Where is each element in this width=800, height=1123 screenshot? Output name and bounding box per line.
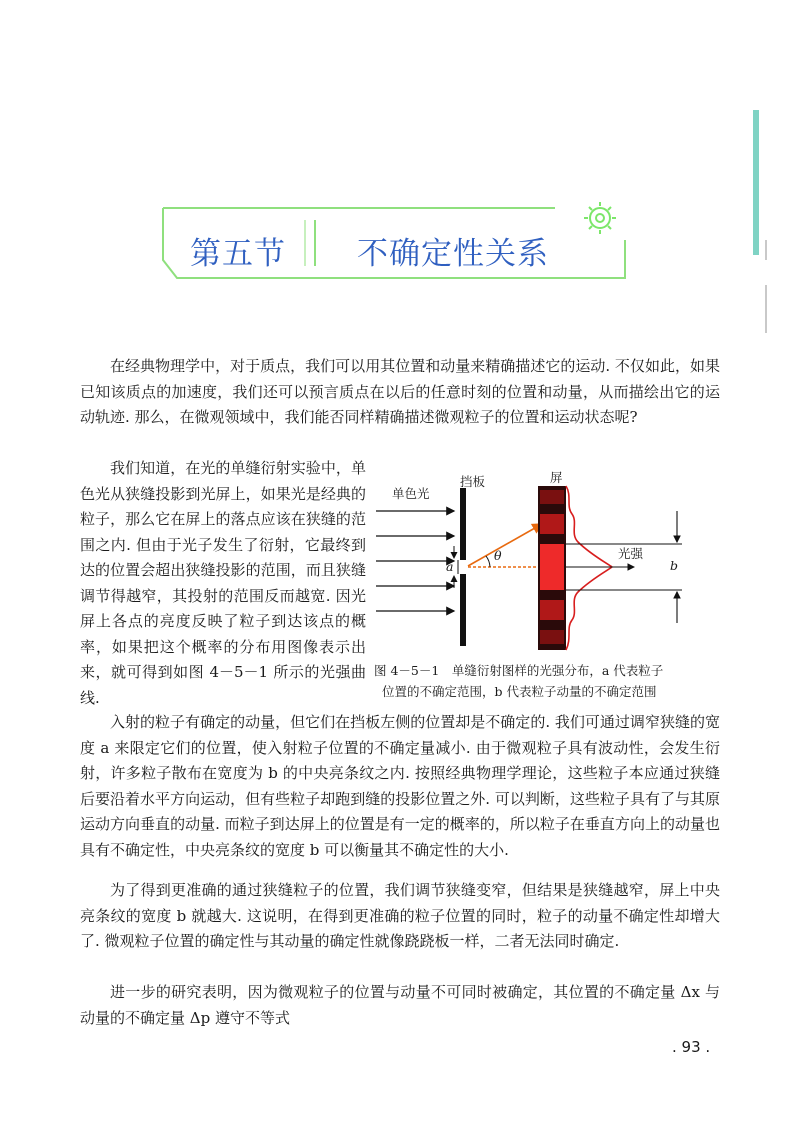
diffraction-figure — [372, 466, 710, 656]
page-number: . 93 . — [672, 1038, 711, 1056]
side-color-bar — [753, 110, 759, 255]
label-barrier: 挡板 — [460, 474, 486, 489]
section-number: 第五节 — [190, 236, 286, 272]
caption-line-1: 图 4－5－1 单缝衍射图样的光强分布，a 代表粒子 — [374, 663, 664, 678]
label-theta: θ — [494, 548, 502, 563]
section-title: 不确定性关系 — [357, 236, 549, 272]
paragraph-3: 入射的粒子有确定的动量，但它们在挡板左侧的位置却是不确定的. 我们可通过调窄狭缝的宽度 a 来限定它们的位置，使入射粒子位置的不确定量减小. 由于微观粒子具有波动性，会发生衍射，许多粒子散布在宽度为 b 的中央亮条纹之内. 按照经典物理学理论，这些粒子本应通过狭缝后要沿着水平方向运动，但有些粒子却跑到缝的投影位置之外. 可以判断，这些粒子具有了与其原运动方向垂直的动量. 而粒子到达屏上的位置是有一定的概率的，所以粒子在垂直方向上的动量也具有不确定性，中央亮条纹的宽度 b 可以衡量其不确定性的大小. — [80, 713, 720, 859]
side-mark — [765, 285, 767, 333]
paragraph-4: 为了得到更准确的通过狭缝粒子的位置，我们调节狭缝变窄，但结果是狭缝越窄，屏上中央亮条纹的宽度 b 就越大. 这说明，在得到更准确的粒子位置的同时，粒子的动量不确定性却增大了. 微观粒子位置的确定性与其动量的确定性就像跷跷板一样，二者无法同时确定. — [80, 881, 720, 950]
intensity-curve — [566, 486, 612, 650]
paragraph-2: 我们知道，在光的单缝衍射实验中，单色光从狭缝投影到光屏上，如果光是经典的粒子，那么它在屏上的落点应该在狭缝的范围之内. 但由于光子发生了衍射，它最终到达的位置会超出狭缝投影的范围，而且狭缝调节得越窄，其投射的范围反而越宽. 因光屏上各点的亮度反映了粒子到达该点的概率，如果把这个概率的分布用图像表示出来，就可得到如图 4－5－1 所示的光强曲线. — [80, 459, 366, 707]
paragraph-1: 在经典物理学中，对于质点，我们可以用其位置和动量来精确描述它的运动. 不仅如此，如果已知该质点的加速度，我们还可以预言质点在以后的任意时刻的位置和动量，从而描绘出它的运动轨迹. 那么，在微观领域中，我们能否同样精确描述微观粒子的位置和运动状态呢? — [80, 357, 720, 426]
caption-line-2: 位置的不确定范围，b 代表粒子动量的不确定范围 — [382, 684, 657, 699]
diffraction-screen — [538, 486, 566, 650]
diffraction-ray — [468, 524, 542, 566]
label-screen: 屏 — [550, 470, 563, 485]
figure-caption — [374, 660, 704, 702]
label-a: a — [446, 559, 454, 574]
incident-light-arrows — [376, 511, 454, 611]
label-b: b — [670, 558, 679, 573]
barrier-plate — [460, 488, 466, 560]
label-monochromatic-light: 单色光 — [392, 486, 430, 501]
label-intensity: 光强 — [618, 546, 644, 561]
gear-icon — [584, 202, 616, 234]
side-mark — [765, 240, 767, 260]
paragraph-5: 进一步的研究表明，因为微观粒子的位置与动量不可同时被确定，其位置的不确定量 Δx 与动量的不确定量 Δp 遵守不等式 — [80, 983, 720, 1027]
